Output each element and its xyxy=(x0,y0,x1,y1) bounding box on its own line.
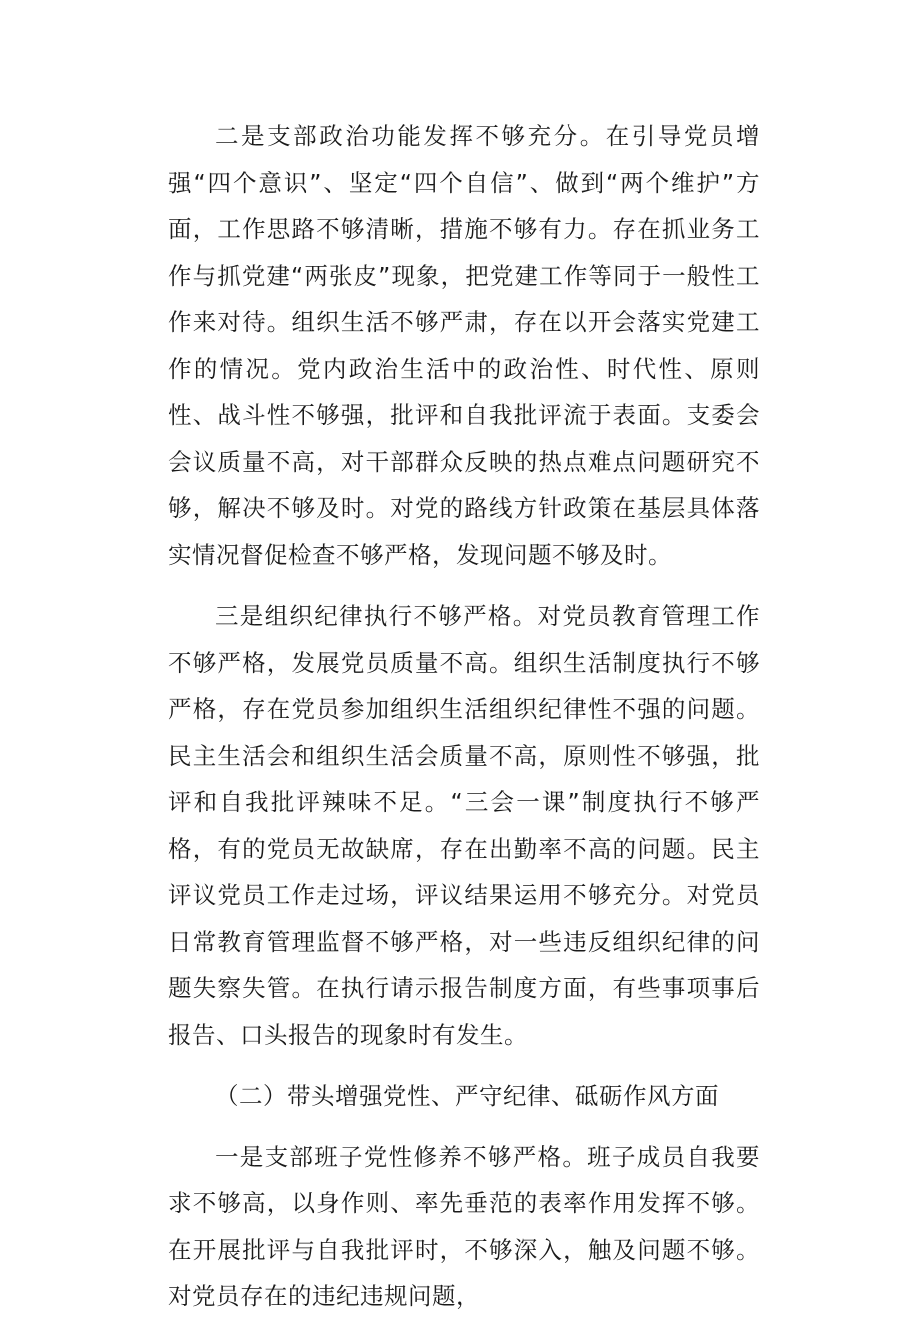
paragraph-organizational-discipline: 三是组织纪律执行不够严格。对党员教育管理工作不够严格，发展党员质量不高。组织生活制度执行不够严格，存在党员参加组织生活组织纪律性不强的问题。民主生活会和组织生活会质量不高，原则性不够强，批评和自我批评辣味不足。“三会一课”制度执行不够严格，有的党员无故缺席，存在出勤率不高的问题。民主评议党员工作走过场，评议结果运用不够充分。对党员日常教育管理监督不够严格，对一些违反组织纪律的问题失察失管。在执行请示报告制度方面，有些事项事后报告、口头报告的现象时有发生。 xyxy=(168,602,760,1049)
document-body xyxy=(168,113,760,1320)
section-heading: （二）带头增强党性、严守纪律、砥砺作风方面 xyxy=(215,1082,719,1110)
paragraph-branch-political-function: 二是支部政治功能发挥不够充分。在引导党员增强“四个意识”、坚定“四个自信”、做到“两个维护”方面，工作思路不够清晰，措施不够有力。存在抓业务工作与抓党建“两张皮”现象，把党建工作等同于一般性工作来对待。组织生活不够严肃，存在以开会落实党建工作的情况。党内政治生活中的政治性、时代性、原则性、战斗性不够强，批评和自我批评流于表面。支委会会议质量不高，对干部群众反映的热点难点问题研究不够，解决不够及时。对党的路线方针政策在基层具体落实情况督促检查不够严格，发现问题不够及时。 xyxy=(168,122,760,569)
paragraph-party-spirit: 一是支部班子党性修养不够严格。班子成员自我要求不够高，以身作则、率先垂范的表率作用发挥不够。在开展批评与自我批评时，不够深入，触及问题不够。对党员存在的违纪违规问题， xyxy=(168,1142,760,1310)
